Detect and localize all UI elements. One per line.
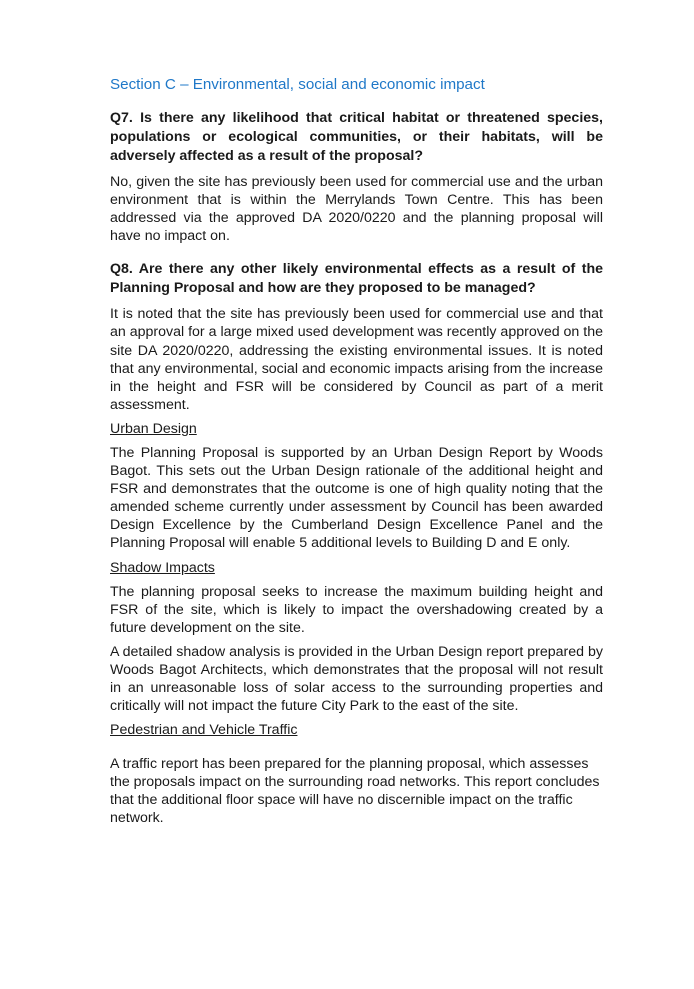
q7-answer: No, given the site has previously been used for commercial use and the urban environment that is within the Merrylands Town Centre. This has been addressed via the approved DA 2020/0220 and the planning proposal will have no impact on. bbox=[110, 174, 603, 245]
urban-design-text: The Planning Proposal is supported by an Urban Design Report by Woods Bagot. This sets out the Urban Design rationale of the additional height and FSR and demonstrates that the outcome is one of high quality noting that the amended scheme currently under assessment by Council has been awarded Design Excellence by the Cumberland Design Excellence Panel and the Planning Proposal will enable 5 additional levels to Building D and E only. bbox=[110, 444, 603, 552]
traffic-text: A traffic report has been prepared for the planning proposal, which assesses the proposals impact on the surrounding road networks. This report concludes that the additional floor space will have no discernible impact on the traffic network. bbox=[110, 756, 600, 827]
section-heading: Section C – Environmental, social and economic impact bbox=[110, 76, 485, 93]
urban-design-heading: Urban Design bbox=[110, 420, 197, 437]
q8-answer: It is noted that the site has previously been used for commercial use and that an approval for a large mixed used development was recently approved on the site DA 2020/0220, addressing the existing environmental issues. It is noted that any environmental, social and economic impacts arising from the increase in the height and FSR will be considered by Council as part of a merit assessment. bbox=[110, 306, 603, 413]
document-page bbox=[110, 74, 603, 834]
traffic-heading: Pedestrian and Vehicle Traffic bbox=[110, 722, 298, 739]
q8-question: Q8. Are there any other likely environmental effects as a result of the Planning Proposal and how are they proposed to be managed? bbox=[110, 261, 603, 297]
shadow-impacts-text-1: The planning proposal seeks to increase the maximum building height and FSR of the site, which is likely to impact the overshadowing created by a future development on the site. bbox=[110, 583, 603, 636]
shadow-impacts-heading: Shadow Impacts bbox=[110, 559, 215, 576]
q7-question: Q7. Is there any likelihood that critical habitat or threatened species, populations or ecological communities, or their habitats, will be adversely affected as a result of the proposal? bbox=[110, 110, 603, 164]
shadow-impacts-text-2: A detailed shadow analysis is provided in the Urban Design report prepared by Woods Bagot Architects, which demonstrates that the proposal will not result in an unreasonable loss of solar access to the surrounding properties and critically will not impact the future City Park to the east of the site. bbox=[110, 643, 603, 715]
